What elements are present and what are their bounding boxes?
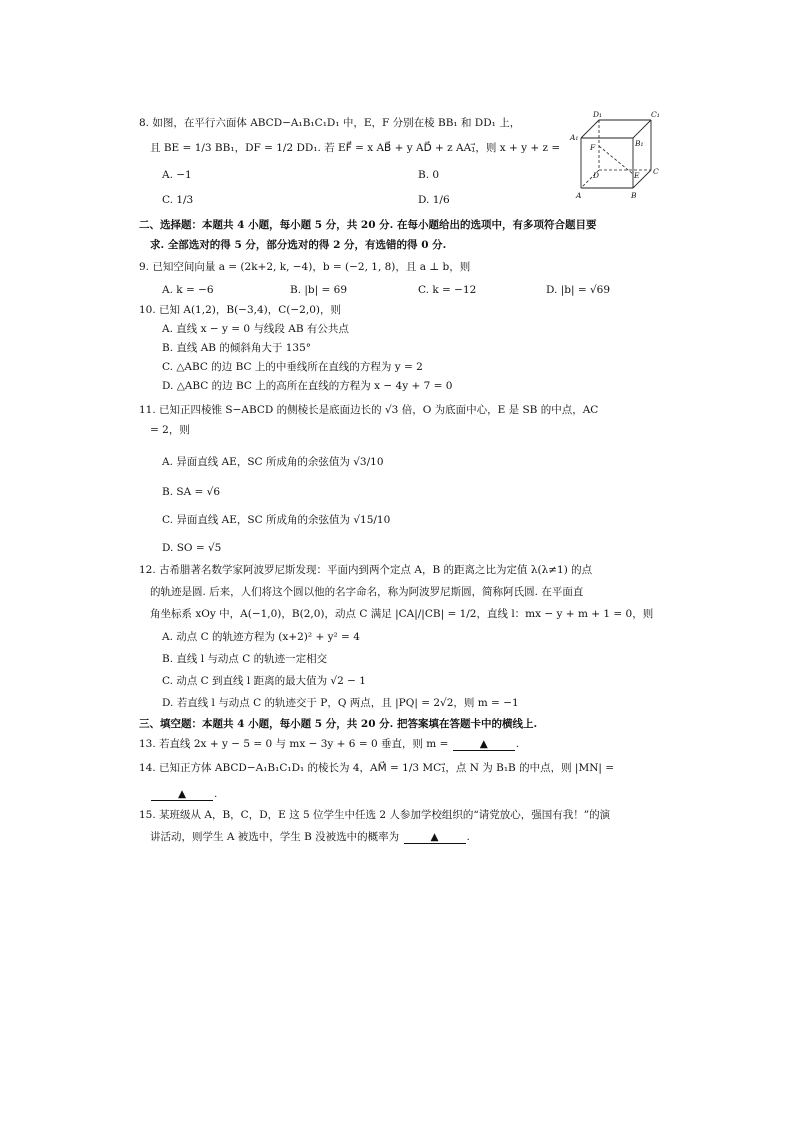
label-c: C (653, 167, 659, 176)
label-d1: D₁ (593, 110, 603, 119)
q11-option-a: A. 异面直线 AE，SC 所成角的余弦值为 √3/10 (162, 456, 384, 468)
q15-text: 讲活动，则学生 A 被选中，学生 B 没被选中的概率为 (150, 831, 400, 843)
label-a: A (576, 191, 582, 200)
label-d: D (593, 171, 600, 180)
label-b: B (631, 191, 637, 200)
q9-option-d: D. |b| = √69 (546, 284, 611, 296)
q13-line (139, 737, 519, 751)
q8-option-b: B. 0 (418, 169, 440, 181)
q13-answer-blank[interactable]: ▲ (453, 738, 515, 751)
q12-line1: 12. 古希腊著名数学家阿波罗尼斯发现：平面内到两个定点 A，B 的距离之比为定值 λ(λ≠1) 的点 (139, 564, 593, 576)
section2-heading-line1: 二、选择题：本题共 4 小题，每小题 5 分，共 20 分. 在每小题给出的选项中，有多项符合题目要 (139, 219, 597, 231)
q8-line2: 且 BE = 1/3 BB₁，DF = 1/2 DD₁. 若 EF⃗ = x AB⃗ + y AD⃗ + z AA₁⃗，则 x + y + z = (150, 142, 561, 154)
q8-option-d: D. 1/6 (418, 194, 450, 206)
q8-option-a: A. −1 (162, 169, 192, 181)
q10-option-a: A. 直线 x − y = 0 与线段 AB 有公共点 (162, 323, 349, 335)
q13-end: . (515, 738, 520, 750)
q11-line2: = 2，则 (150, 424, 190, 436)
q11-option-d: D. SO = √5 (162, 542, 222, 554)
q11-option-b: B. SA = √6 (162, 486, 221, 498)
q12-option-b: B. 直线 l 与动点 C 的轨迹一定相交 (162, 653, 328, 665)
q9-stem: 9. 已知空间向量 a = (2k+2, k, −4)，b = (−2, 1, 8)，且 a ⊥ b，则 (139, 261, 471, 273)
q15-end: . (466, 831, 470, 843)
q12-option-c: C. 动点 C 到直线 l 距离的最大值为 √2 − 1 (162, 675, 366, 687)
q11-line1: 11. 已知正四棱锥 S−ABCD 的侧棱长是底面边长的 √3 倍，O 为底面中心，E 是 SB 的中点，AC (139, 404, 599, 416)
section3-heading: 三、填空题：本题共 4 小题，每小题 5 分，共 20 分. 把答案填在答题卡中的横线上. (139, 718, 538, 730)
q14-line1: 14. 已知正方体 ABCD−A₁B₁C₁D₁ 的棱长为 4，AM⃗ = 1/3 MC₁⃗，点 N 为 B₁B 的中点，则 |MN| = (139, 762, 615, 774)
q8-line1: 8. 如图，在平行六面体 ABCD−A₁B₁C₁D₁ 中，E，F 分别在棱 BB₁ 和 DD₁ 上， (139, 117, 521, 129)
q12-option-a: A. 动点 C 的轨迹方程为 (x+2)² + y² = 4 (162, 631, 360, 643)
q12-line3: 角坐标系 xOy 中，A(−1,0)，B(2,0)，动点 C 满足 |CA|/|CB| = 1/2，直线 l：mx − y + m + 1 = 0，则 (150, 608, 654, 620)
q12-option-d: D. 若直线 l 与动点 C 的轨迹交于 P，Q 两点，且 |PQ| = 2√2，则 m = −1 (162, 697, 519, 709)
q10-stem: 10. 已知 A(1,2)，B(−3,4)，C(−2,0)，则 (139, 304, 341, 316)
q9-option-a: A. k = −6 (162, 284, 214, 296)
q9-option-b: B. |b| = 69 (290, 284, 348, 296)
label-c1: C₁ (651, 110, 660, 119)
parallelepiped-figure (565, 108, 665, 204)
q8-option-c: C. 1/3 (162, 194, 194, 206)
label-b1: B₁ (635, 139, 644, 148)
label-e: E (634, 171, 640, 180)
q10-option-d: D. △ABC 的边 BC 上的高所在直线的方程为 x − 4y + 7 = 0 (162, 380, 453, 392)
q15-answer-blank[interactable]: ▲ (404, 831, 466, 844)
q11-option-c: C. 异面直线 AE，SC 所成角的余弦值为 √15/10 (162, 514, 391, 526)
q10-option-b: B. 直线 AB 的倾斜角大于 135° (162, 342, 311, 354)
label-f: F (590, 143, 596, 152)
q14-answer-blank[interactable]: ▲ (151, 788, 213, 801)
section2-heading-line2: 求. 全部选对的得 5 分，部分选对的得 2 分，有选错的得 0 分. (150, 239, 447, 251)
q12-line2: 的轨迹是圆. 后来，人们将这个圆以他的名字命名，称为阿波罗尼斯圆，简称阿氏圆. 在平面直 (150, 586, 584, 598)
q15-line1: 15. 某班级从 A，B，C，D，E 这 5 位学生中任选 2 人参加学校组织的“请党放心，强国有我！”的演 (139, 809, 611, 821)
q15-line2 (150, 830, 470, 844)
q10-option-c: C. △ABC 的边 BC 上的中垂线所在直线的方程为 y = 2 (162, 361, 423, 373)
q13-text: 13. 若直线 2x + y − 5 = 0 与 mx − 3y + 6 = 0 垂直，则 m = (139, 738, 449, 750)
label-a1: A₁ (570, 133, 579, 142)
q14-end: . (214, 788, 218, 800)
q9-option-c: C. k = −12 (418, 284, 477, 296)
q14-line2 (150, 787, 217, 801)
